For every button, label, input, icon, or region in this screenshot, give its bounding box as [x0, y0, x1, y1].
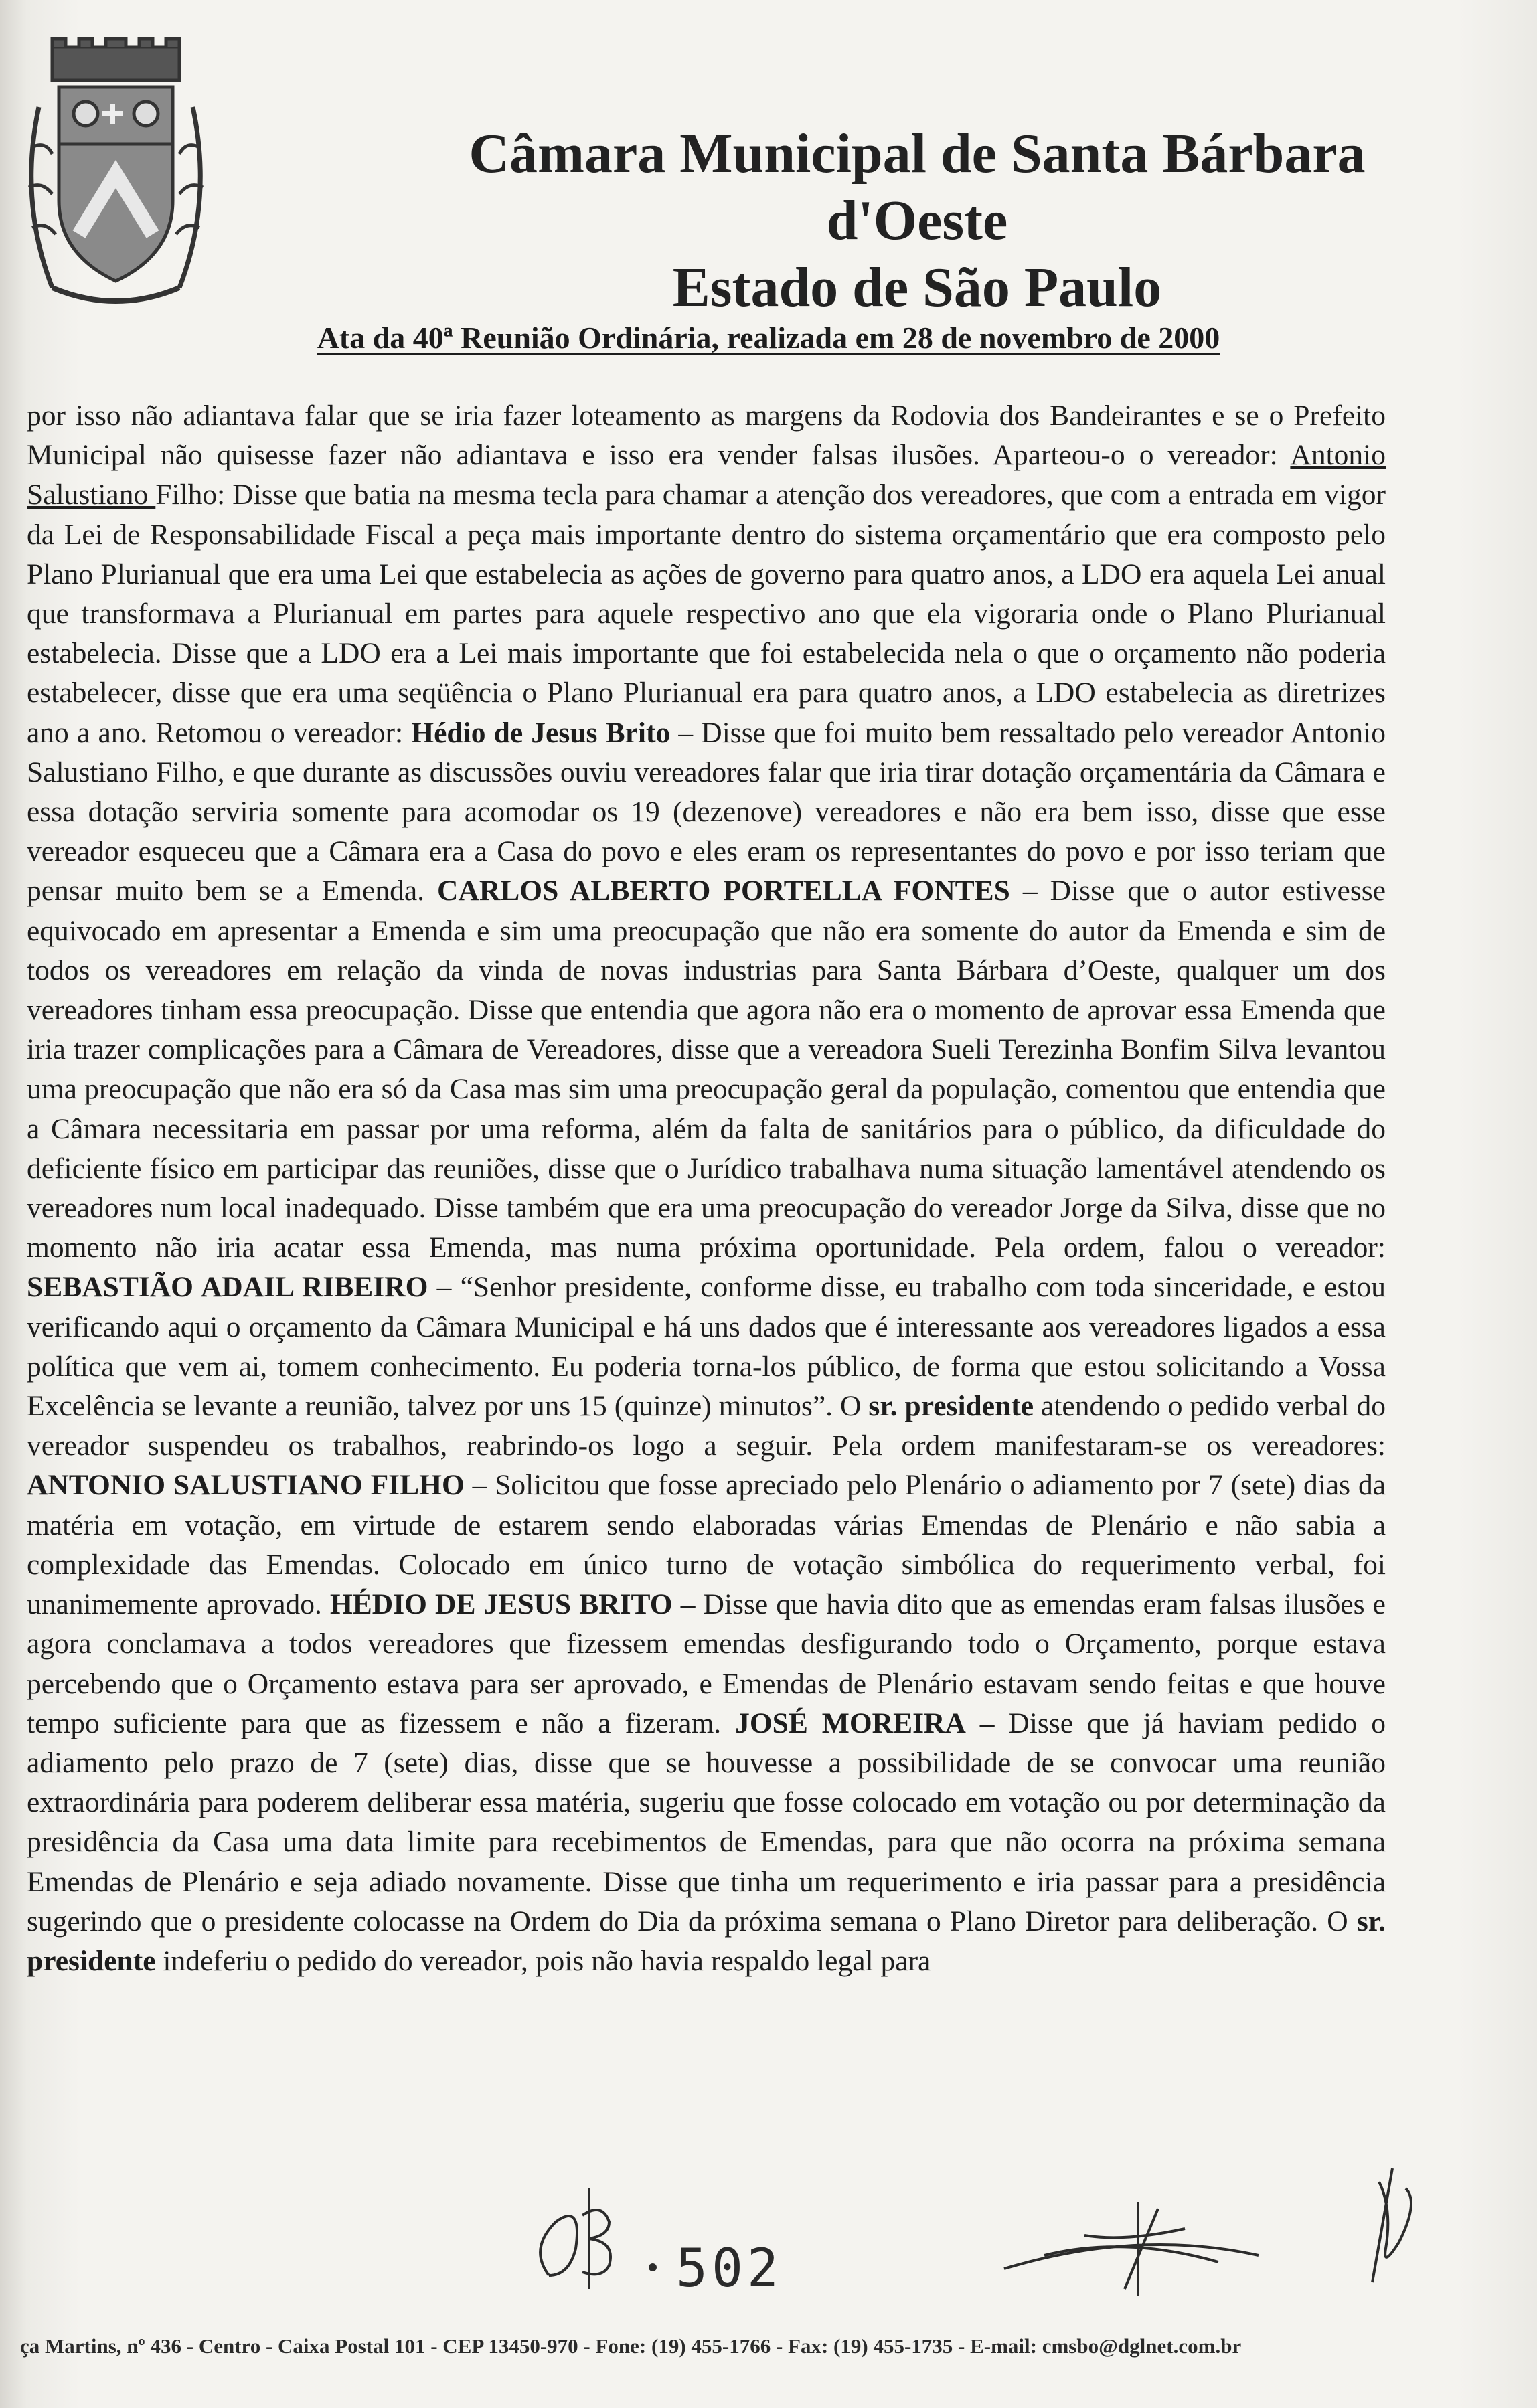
president-title: sr. presidente	[27, 1905, 1386, 1977]
councilor-name: Antonio Salustiano	[27, 439, 1386, 511]
text-run: – “Senhor presidente, conforme disse, eu trabalho com toda sinceridade, e estou verificando aqui o orçamento da Câmara Municipal e há uns dados que é interessante aos vereadores ligados a essa política que vem ai, tomem conhecimento. Eu poderia torna-los público, de forma que estou solicitando a Vossa Excelência se levante a reunião, talvez por uns 15 (quinze) minutos”. O	[27, 1271, 1386, 1423]
councilor-name: SEBASTIÃO ADAIL RIBEIRO	[27, 1271, 428, 1304]
page-number: 502	[676, 2239, 783, 2299]
text-run: atendendo o pedido verbal do vereador suspendeu os trabalhos, reabrindo-os logo a seguir. Pela ordem manifestaram-se os vereadores:	[27, 1390, 1386, 1462]
meeting-title	[0, 320, 1537, 355]
text-run: – Disse que foi muito bem ressaltado pelo vereador Antonio Salustiano Filho, e que durante as discussões ouviu vereadores falar que iria tirar dotação orçamentária da Câmara e essa dotação serviria somente para acomodar os 19 (dezenove) vereadores e não era bem isso, disse que esse vereador esqueceu que a Câmara era a Casa do povo e eles eram os representantes do povo e por isso teriam que pensar muito bem se a Emenda.	[27, 716, 1386, 908]
text-run: Filho: Disse que batia na mesma tecla para chamar a atenção dos vereadores, que com a entrada em vigor da Lei de Responsabilidade Fiscal a peça mais importante dentro do sistema orçamentário que era composto pelo Plano Plurianual que era uma Lei que estabelecia as ações de governo para quatro anos, a LDO era aquela Lei anual que transformava a Plurianual em partes para aquele respectivo ano que ela vigoraria onde o Plano Plurianual estabelecia. Disse que a LDO era a Lei mais importante que foi estabelecida nela o que o orçamento não poderia estabelecer, disse que era uma seqüência o Plano Plurianual era para quatro anos, a LDO estabelecia as diretrizes ano a ano. Retomou o vereador:	[27, 479, 1386, 749]
letterhead	[375, 120, 1459, 321]
president-title: sr. presidente	[868, 1390, 1034, 1423]
text-run: – Disse que o autor estivesse equivocado em apresentar a Emenda e sim uma preocupação que não era somente do autor da Emenda e sim de todos os vereadores em relação da vinda de novas industrias para Santa Bárbara d’Oeste, qualquer um dos vereadores tinham essa preocupação. Disse que entendia que agora não era o momento de aprovar essa Emenda que iria trazer complicações para a Câmara de Vereadores, disse que a vereadora Sueli Terezinha Bonfim Silva levantou uma preocupação que não era só da Casa mas sim uma preocupação geral da população, comentou que entendia que a Câmara necessitaria em passar por uma reforma, além da falta de sanitários para o público, da dificuldade do deficiente físico em participar das reuniões, disse que o Jurídico trabalhava numa situação lamentável atendendo os vereadores num local inadequado. Disse também que era uma preocupação do vereador Jorge da Silva, disse que no momento não iria acatar essa Emenda, mas numa próxima oportunidade. Pela ordem, falou o vereador:	[27, 875, 1386, 1264]
text-run: – Solicitou que fosse apreciado pelo Plenário o adiamento por 7 (sete) dias da matéria em votação, em virtude de estarem sendo elaboradas várias Emendas de Plenário e não sabia a complexidade das Emendas. Colocado em único turno de votação simbólica do requerimento verbal, foi unanimemente aprovado.	[27, 1469, 1386, 1621]
meeting-title-text: Ata da 40ª Reunião Ordinária, realizada em 28 de novembro de 2000	[317, 321, 1220, 355]
councilor-name: CARLOS ALBERTO PORTELLA FONTES	[437, 875, 1010, 908]
footer-address: ça Martins, nº 436 - Centro - Caixa Postal 101 - CEP 13450-970 - Fone: (19) 455-1766 - Fax: (19) 455-1735 - E-mail: cmsbo@dglnet.com.br	[20, 2334, 1242, 2358]
text-run: – Disse que havia dito que as emendas eram falsas ilusões e agora conclamava a todos vereadores que fizessem emendas desfigurando todo o Orçamento, porque estava percebendo que o Orçamento estava para ser aprovado, e Emendas de Plenário estavam sendo feitas e que houve tempo suficiente para que as fizessem e não a fizeram.	[27, 1588, 1386, 1739]
coat-of-arms-icon	[12, 33, 220, 315]
councilor-name: Hédio de Jesus Brito	[411, 716, 671, 749]
councilor-name: ANTONIO SALUSTIANO FILHO	[27, 1469, 465, 1502]
text-run: indeferiu o pedido do vereador, pois não havia respaldo legal para	[155, 1944, 931, 1977]
institution-name: Câmara Municipal de Santa Bárbara d'Oeste	[469, 122, 1366, 252]
text-run: por isso não adiantava falar que se iria fazer loteamento as margens da Rodovia dos Bandeirantes e se o Prefeito Municipal não quisesse fazer não adiantava e isso era vender falsas ilusões. Aparteou-o o vereador:	[27, 400, 1386, 472]
text-run: – Disse que já haviam pedido o adiamento pelo prazo de 7 (sete) dias, disse que se houvesse a possibilidade de se convocar uma reunião extraordinária para poderem deliberar essa matéria, sugeriu que fosse colocado em votação ou por determinação da presidência da Casa uma data limite para recebimentos de Emendas, para que não ocorra na próxima semana Emendas de Plenário e seja adiado novamente. Disse que tinha um requerimento e iria passar para a presidência sugerindo que o presidente colocasse na Ordem do Dia da próxima semana o Plano Diretor para deliberação. O	[27, 1707, 1386, 1938]
state-name: Estado de São Paulo	[672, 256, 1162, 319]
minutes-paragraph	[27, 396, 1386, 1981]
minutes-body	[27, 396, 1386, 1981]
councilor-name: HÉDIO DE JESUS BRITO	[329, 1588, 673, 1621]
councilor-name: JOSÉ MOREIRA	[735, 1707, 966, 1739]
